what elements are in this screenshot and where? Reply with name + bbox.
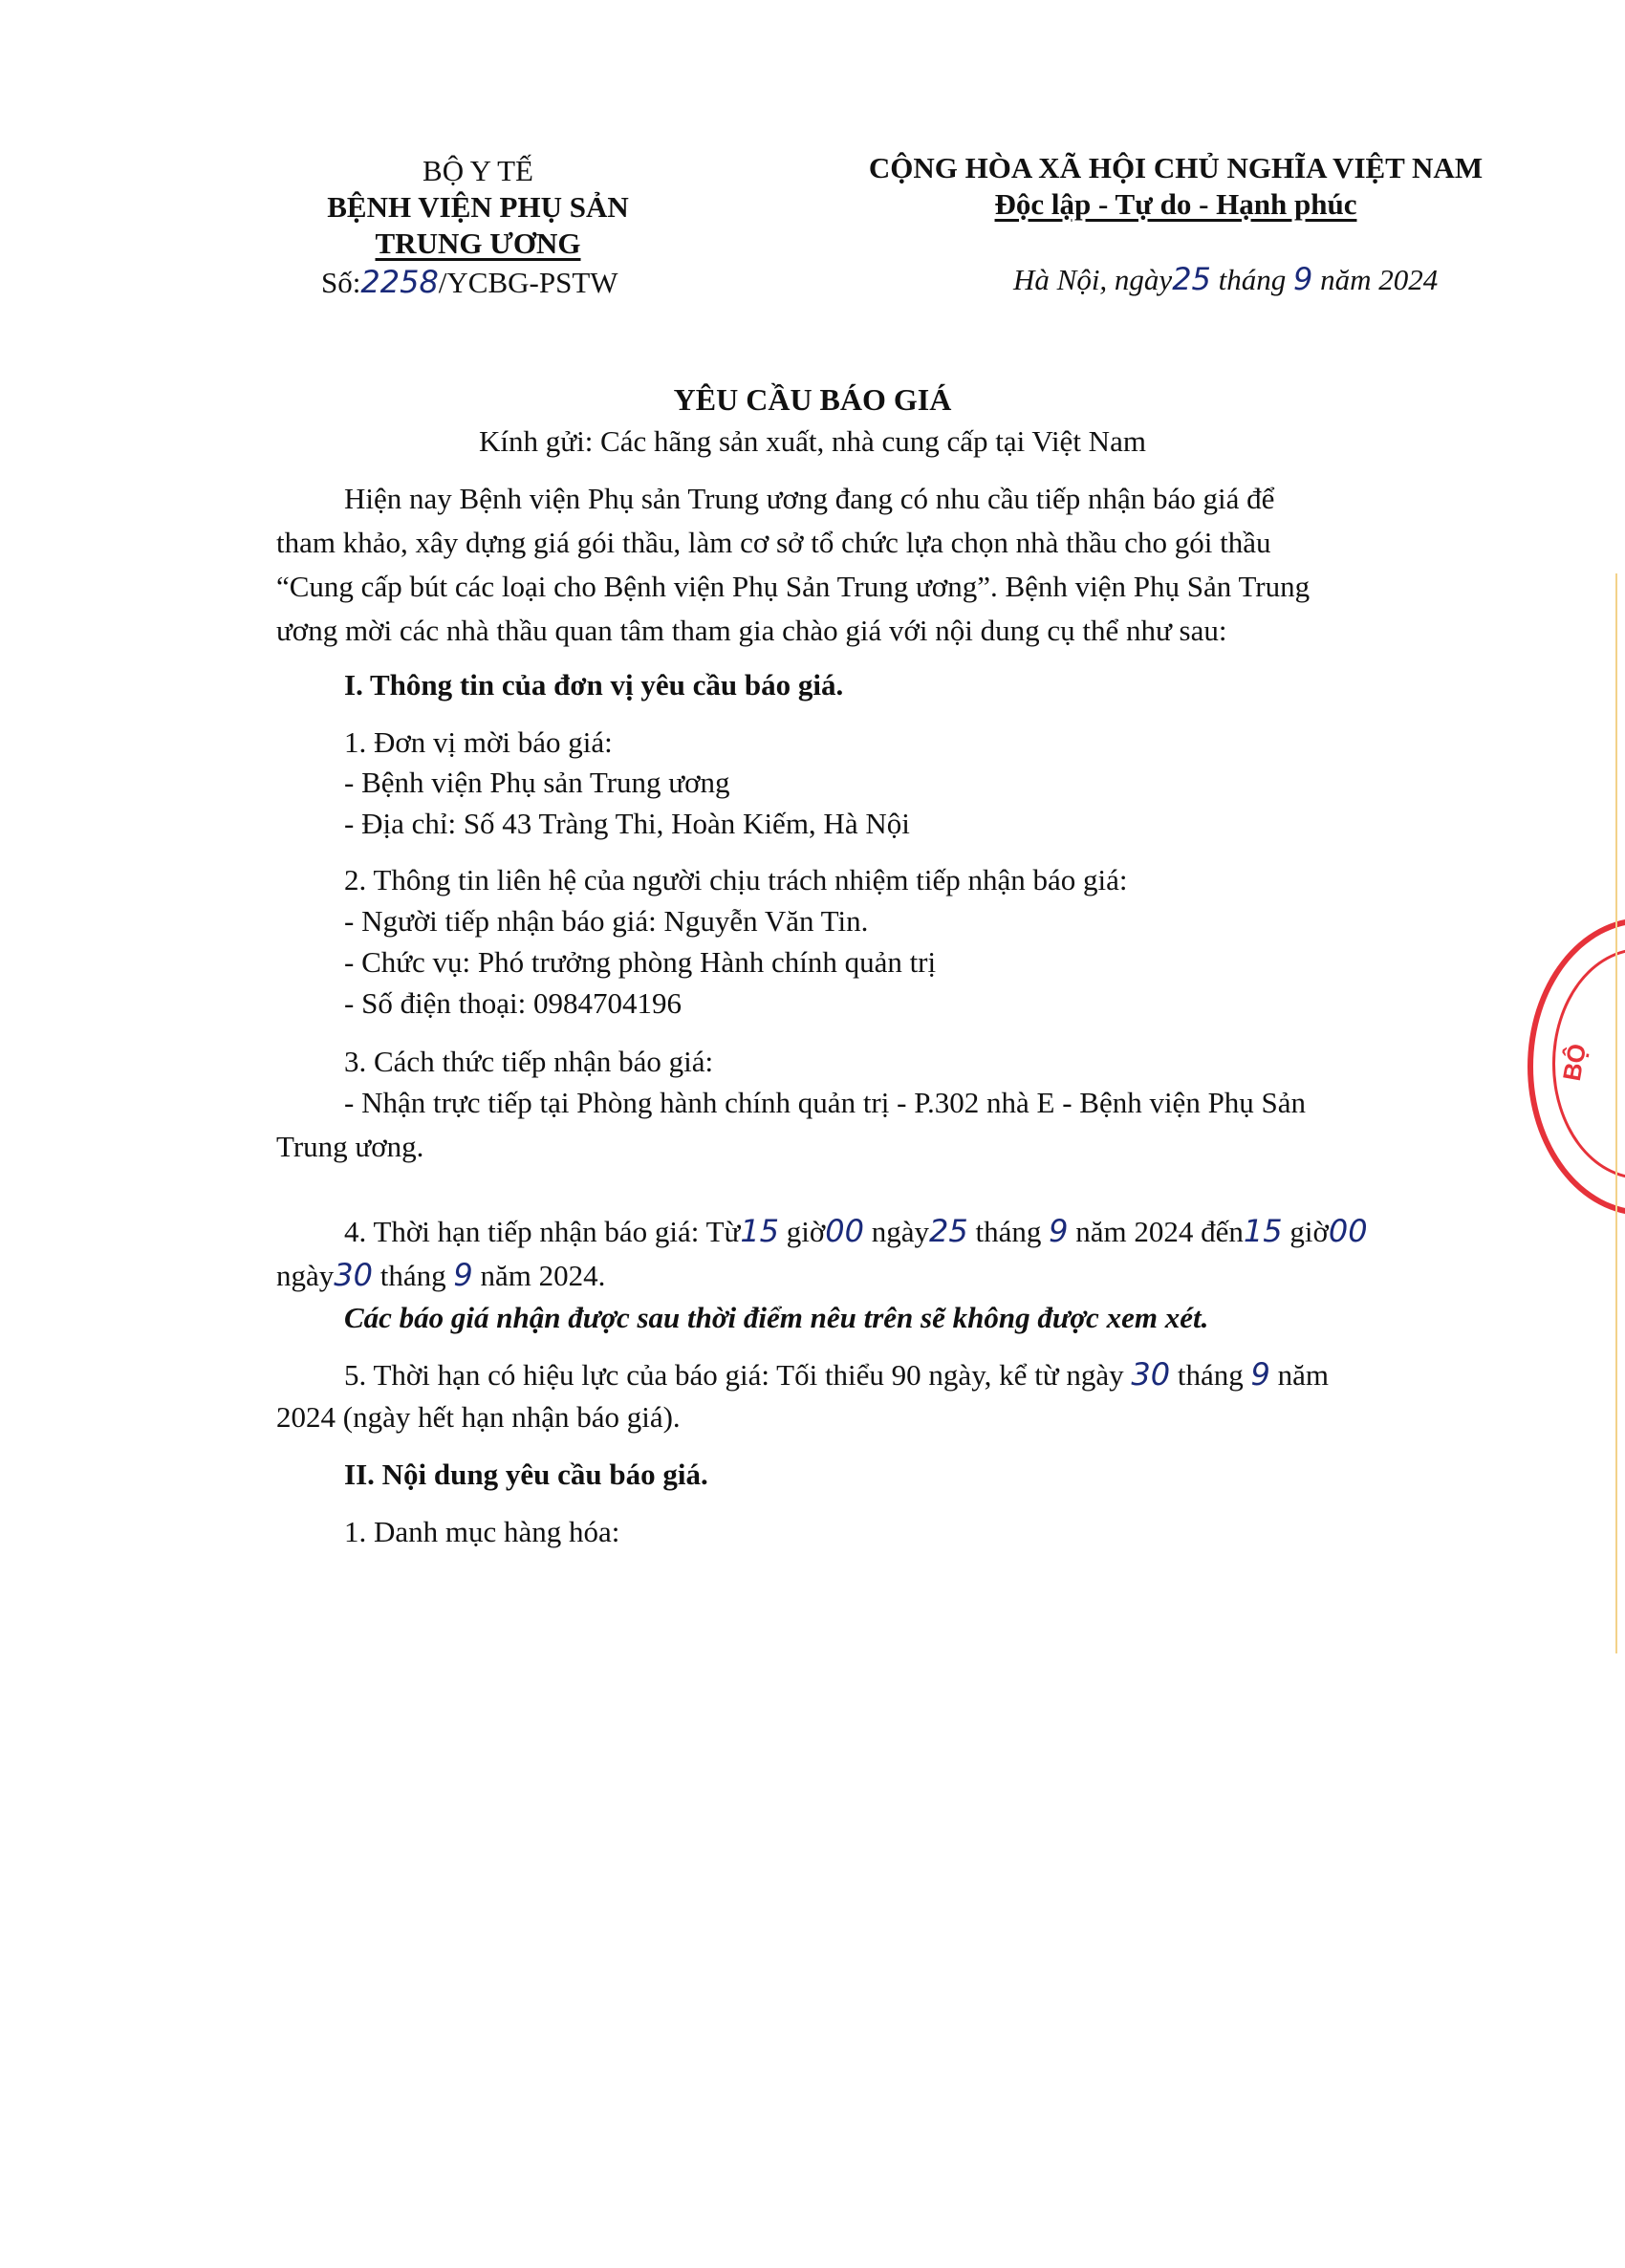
item-4-text-3: ngày (871, 1215, 930, 1248)
item-4-text-7: ngày (276, 1259, 335, 1292)
item-5-line-2: 2024 (ngày hết hạn nhận báo giá). (276, 1400, 681, 1434)
item-2-title: 2. Thông tin liên hệ của người chịu trách nhiệm tiếp nhận báo giá: (344, 863, 1128, 896)
item-4-text-2: giờ (786, 1215, 826, 1248)
item-2-line-2: - Chức vụ: Phó trưởng phòng Hành chính quản trị (344, 945, 937, 979)
item-1-line-1: - Bệnh viện Phụ sản Trung ương (344, 766, 730, 799)
item-4-minute-end: 00 (1328, 1213, 1368, 1249)
document-title: YÊU CẦU BÁO GIÁ (673, 382, 952, 417)
item-4-text-1: 4. Thời hạn tiếp nhận báo giá: Từ (344, 1215, 741, 1248)
item-4-month-end: 9 (453, 1257, 473, 1293)
document-number (321, 263, 618, 302)
date-prefix: Hà Nội, ngày (1013, 263, 1173, 296)
issue-date (1013, 260, 1438, 299)
document-number-suffix: /YCBG-PSTW (438, 266, 618, 299)
intro-line-4: ương mời các nhà thầu quan tâm tham gia chào giá với nội dung cụ thể như sau: (276, 614, 1227, 647)
national-motto (841, 186, 1510, 224)
item-1-line-2: - Địa chỉ: Số 43 Tràng Thi, Hoàn Kiếm, Hà Nội (344, 807, 910, 840)
date-month-handwritten: 9 (1293, 261, 1313, 297)
scan-edge-line (1615, 573, 1617, 1653)
item-4-text-5: năm 2024 đến (1075, 1215, 1244, 1248)
document-number-handwritten: 2258 (360, 264, 439, 300)
hospital-name-line1: BỆNH VIỆN PHỤ SẢN (327, 190, 629, 224)
item-3-title: 3. Cách thức tiếp nhận báo giá: (344, 1045, 714, 1078)
intro-line-3: “Cung cấp bút các loại cho Bệnh viện Phụ Sản Trung ương”. Bệnh viện Phụ Sản Trung (276, 570, 1311, 603)
item-4-day-end: 30 (334, 1257, 373, 1293)
item-3-line-2: Trung ương. (276, 1130, 424, 1163)
section-2-item-1: 1. Danh mục hàng hóa: (344, 1515, 620, 1548)
item-4-line-1 (344, 1212, 1368, 1251)
item-4-line-2 (276, 1256, 605, 1295)
item-5-line-1 (344, 1355, 1329, 1394)
item-5-month: 9 (1250, 1356, 1270, 1393)
date-day-handwritten: 25 (1172, 261, 1211, 297)
intro-line-1: Hiện nay Bệnh viện Phụ sản Trung ương đang có nhu cầu tiếp nhận báo giá để (344, 482, 1275, 515)
item-4-minute-start: 00 (825, 1213, 865, 1249)
item-4-hour-start: 15 (740, 1213, 780, 1249)
item-4-text-8: tháng (379, 1259, 446, 1292)
date-year: năm 2024 (1320, 263, 1439, 296)
item-5-text-3: năm (1277, 1358, 1329, 1392)
item-5-day: 30 (1131, 1356, 1171, 1393)
intro-line-2: tham khảo, xây dựng giá gói thầu, làm cơ sở tổ chức lựa chọn nhà thầu cho gói thầu (276, 526, 1271, 559)
item-4-text-9: năm 2024. (480, 1259, 606, 1292)
item-4-day-start: 25 (929, 1213, 968, 1249)
item-4-text-6: giờ (1289, 1215, 1329, 1248)
section-2-heading: II. Nội dung yêu cầu báo giá. (344, 1458, 708, 1491)
item-1-title: 1. Đơn vị mời báo giá: (344, 725, 613, 759)
country-name: CỘNG HÒA XÃ HỘI CHỦ NGHĨA VIỆT NAM (868, 151, 1484, 184)
item-3-line-1: - Nhận trực tiếp tại Phòng hành chính quản trị - P.302 nhà E - Bệnh viện Phụ Sản (344, 1086, 1307, 1119)
national-motto-text: Độc lập - Tự do - Hạnh phúc (994, 187, 1357, 221)
item-4-note: Các báo giá nhận được sau thời điểm nêu trên sẽ không được xem xét. (344, 1301, 1209, 1334)
item-5-text-1: 5. Thời hạn có hiệu lực của báo giá: Tối thiểu 90 ngày, kể từ ngày (344, 1358, 1124, 1392)
item-2-line-3: - Số điện thoại: 0984704196 (344, 986, 682, 1020)
document-number-prefix: Số: (321, 266, 361, 299)
item-4-month-start: 9 (1049, 1213, 1069, 1249)
recipient-line: Kính gửi: Các hãng sản xuất, nhà cung cấp tại Việt Nam (479, 424, 1146, 458)
item-4-hour-end: 15 (1243, 1213, 1283, 1249)
item-2-line-1: - Người tiếp nhận báo giá: Nguyễn Văn Tin. (344, 904, 869, 938)
item-4-text-4: tháng (975, 1215, 1042, 1248)
section-1-heading: I. Thông tin của đơn vị yêu cầu báo giá. (344, 668, 844, 702)
official-seal-text: BỘ (1556, 1041, 1592, 1084)
ministry-name: BỘ Y TẾ (422, 154, 533, 187)
hospital-name-line2: TRUNG ƯƠNG (375, 227, 581, 260)
official-seal (1528, 918, 1625, 1216)
item-5-text-2: tháng (1177, 1358, 1244, 1392)
date-month-label: tháng (1218, 263, 1287, 296)
